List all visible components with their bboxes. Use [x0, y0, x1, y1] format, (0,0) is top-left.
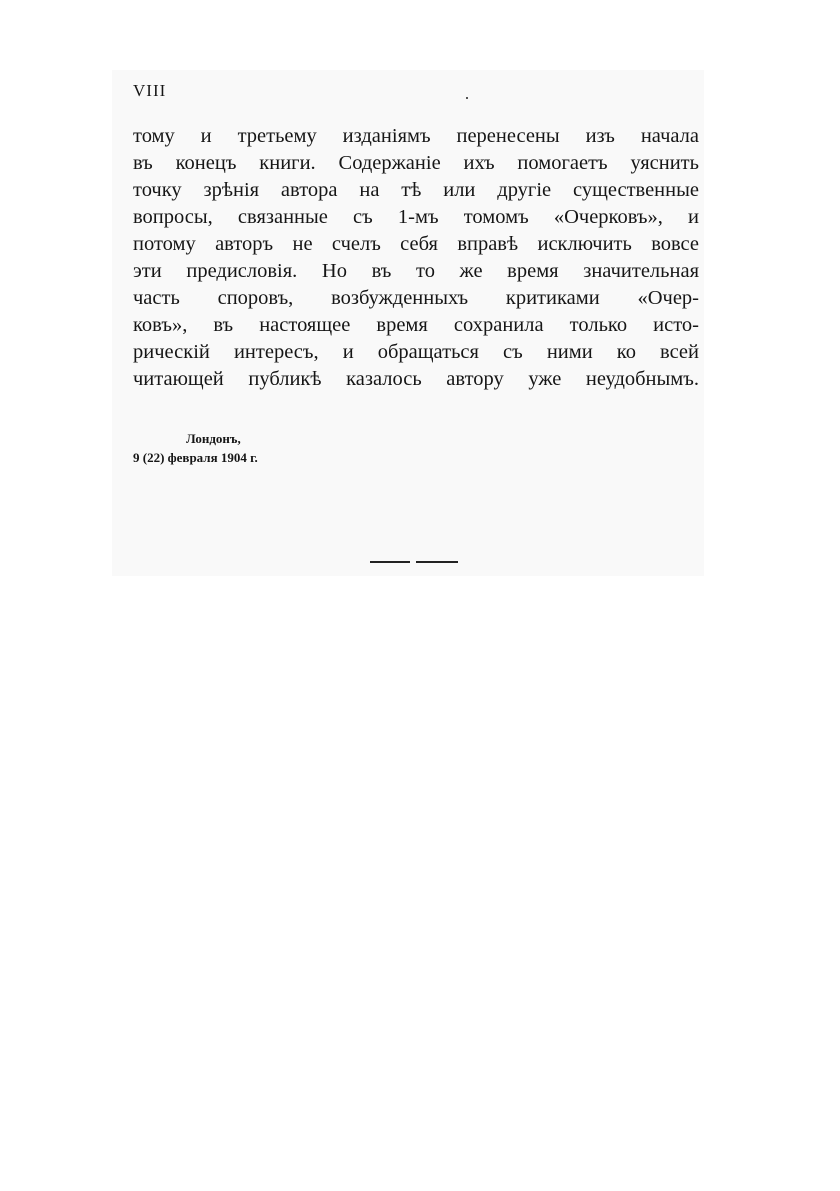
text-line: часть споровъ, возбужденныхъ критиками «Очер-: [133, 287, 699, 309]
page-number: VIII: [133, 81, 167, 100]
print-speck: [466, 97, 468, 99]
text-line: потому авторъ не счелъ себя вправѣ исключить вовсе: [133, 233, 699, 255]
text-line: эти предисловiя. Но въ то же время значительная: [133, 260, 699, 282]
closing-rule-right: [416, 561, 458, 563]
signature-place: Лондонъ,: [186, 431, 241, 446]
closing-rule-left: [370, 561, 410, 563]
text-line: читающей публикѣ казалось автору уже неудобнымъ.: [133, 368, 699, 390]
text-line: вопросы, связанные съ 1-мъ томомъ «Очерковъ», и: [133, 206, 699, 228]
text-line: тому и третьему изданiямъ перенесены изъ начала: [133, 125, 699, 147]
preface-paragraph: [133, 123, 699, 393]
text-line: ковъ», въ настоящее время сохранила только исто-: [133, 314, 699, 336]
signature-date: 9 (22) февраля 1904 г.: [133, 450, 258, 465]
text-line: въ конецъ книги. Содержанiе ихъ помогаетъ уяснить: [133, 152, 699, 174]
text-line: точку зрѣнiя автора на тѣ или другiе существенные: [133, 179, 699, 201]
text-line: рическiй интересъ, и обращаться съ ними ко всей: [133, 341, 699, 363]
